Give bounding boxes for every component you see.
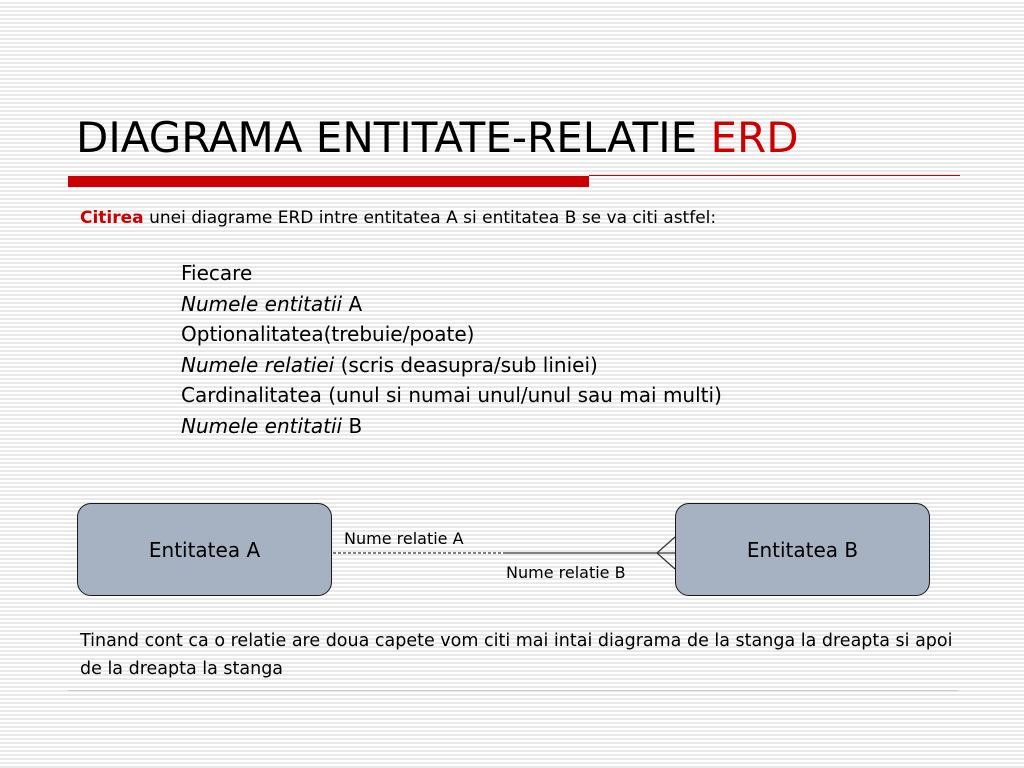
crows-foot-bottom (657, 553, 675, 569)
step-text: A (348, 291, 363, 316)
intro-text: unei diagrame ERD intre entitatea A si entitatea B se va citi astfel: (149, 208, 717, 228)
step-italic: Numele entitatii (181, 413, 343, 438)
step-text: Cardinalitatea (unul si numai unul/unul sau mai multi) (181, 383, 722, 407)
intro-keyword: Citirea (80, 208, 144, 228)
crows-foot-top (657, 537, 675, 553)
relation-a-label: Nume relatie A (344, 529, 464, 548)
relation-b-label: Nume relatie B (506, 563, 626, 582)
bottom-divider (68, 690, 958, 691)
step-italic: Numele relatiei (181, 352, 335, 377)
entity-a-box: Entitatea A (77, 503, 332, 596)
step-text: B (348, 413, 363, 438)
step-italic: Numele entitatii (181, 291, 343, 316)
step-text: (scris deasupra/sub liniei) (340, 352, 598, 377)
step-text: Optionalitatea(trebuie/poate) (181, 322, 475, 346)
title-main: DIAGRAMA ENTITATE-RELATIE (76, 113, 698, 162)
title-accent: ERD (710, 113, 799, 162)
entity-b-box: Entitatea B (675, 503, 930, 596)
step-text: Fiecare (181, 261, 253, 285)
note-paragraph: Tinand cont ca o relatie are doua capete vom citi mai intai diagrama de la stanga la dreapta si apoi de la dreapta la stanga (80, 631, 953, 679)
